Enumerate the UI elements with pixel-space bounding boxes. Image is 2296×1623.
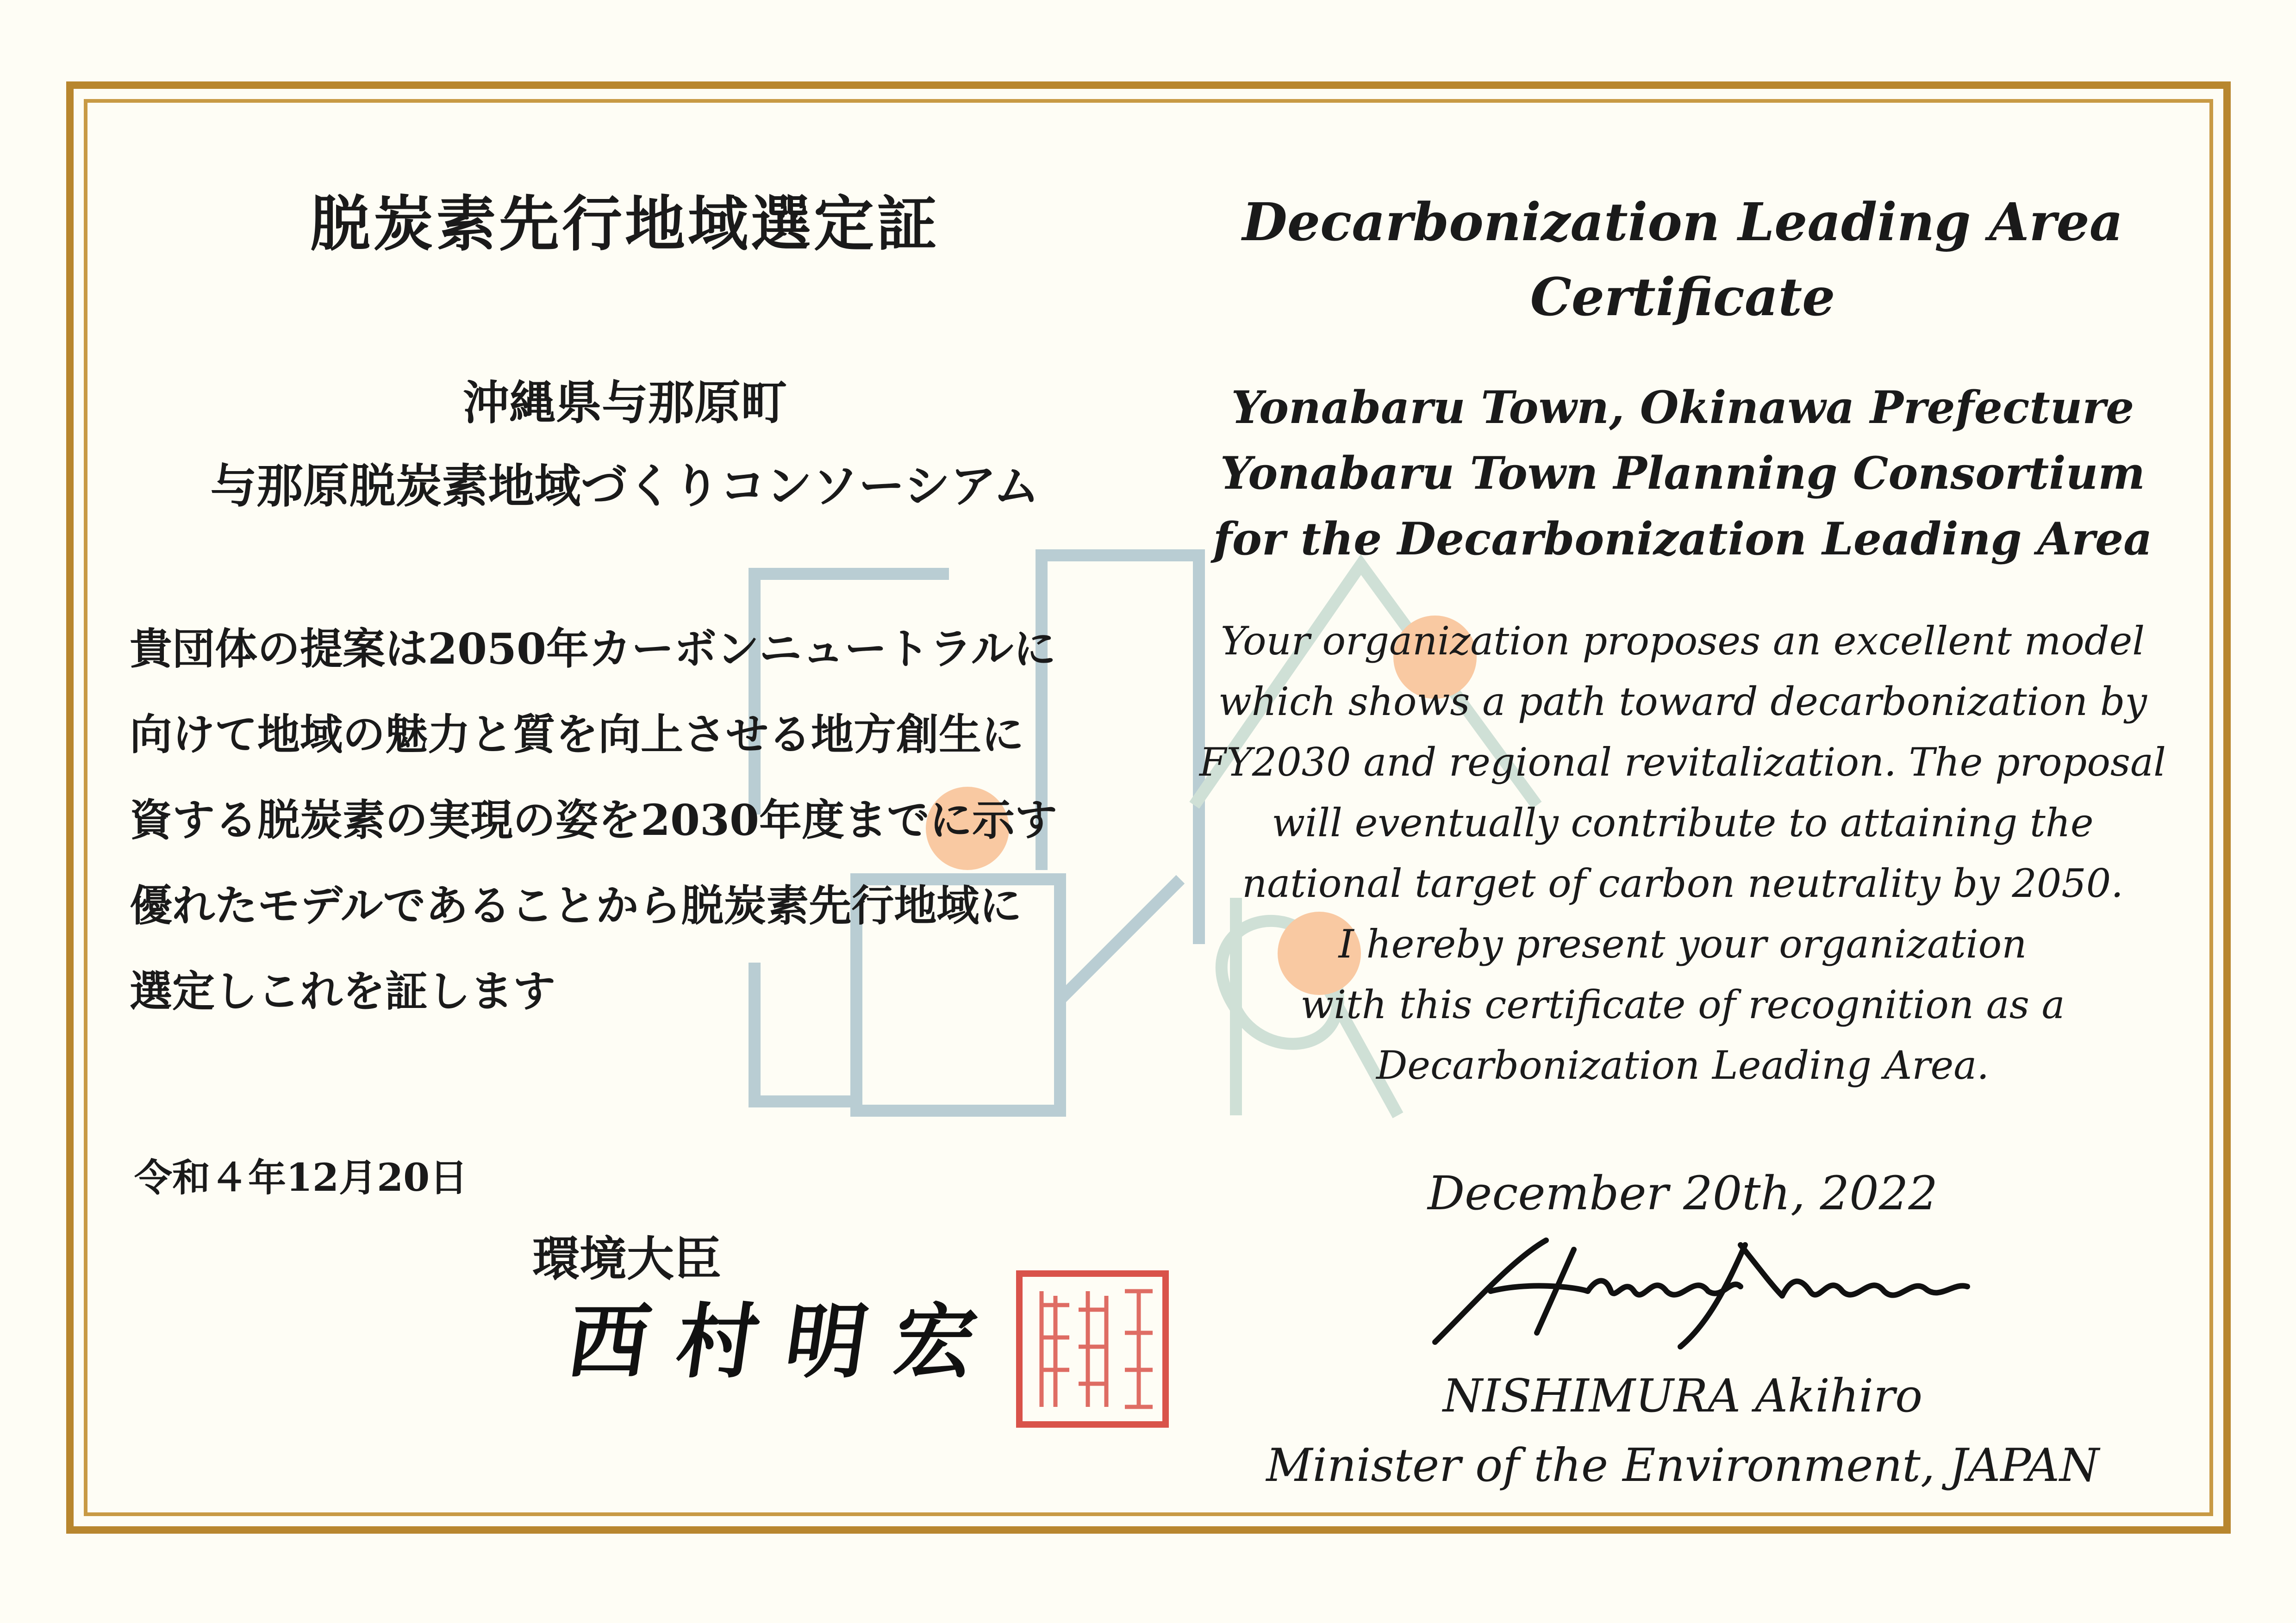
japanese-body-line: 優れたモデルであることから脱炭素先行地域に — [130, 881, 1022, 931]
english-minister-name: NISHIMURA Akihiro — [1442, 1370, 1923, 1423]
japanese-recipient-line: 与那原脱炭素地域づくりコンソーシアム — [210, 459, 1040, 513]
english-body — [1194, 611, 2171, 1096]
english-body-line: will eventually contribute to attaining the — [1272, 800, 2094, 846]
english-date: December 20th, 2022 — [1427, 1166, 1938, 1220]
english-body-line: with this certificate of recognition as a — [1300, 982, 2065, 1027]
japanese-body-line: 資する脱炭素の実現の姿を2030年度までに示す — [130, 795, 1058, 845]
official-seal — [1014, 1268, 1171, 1430]
japanese-date: 令和４年12月20日 — [134, 1156, 468, 1200]
japanese-body — [130, 606, 1125, 1034]
japanese-title: 脱炭素先行地域選定証 — [310, 188, 940, 259]
english-body-line: FY2030 and regional revitalization. The proposal — [1199, 740, 2166, 785]
handwritten-signature — [1421, 1231, 1977, 1351]
japanese-minister-title: 環境大臣 — [532, 1231, 721, 1287]
english-recipient-line: Yonabaru Town Planning Consortium — [1220, 447, 2145, 499]
english-recipient — [1194, 375, 2171, 572]
japanese-recipient-line: 沖縄県与那原町 — [463, 375, 787, 430]
english-recipient-line: Yonabaru Town, Okinawa Prefecture — [1231, 381, 2134, 434]
english-recipient-line: for the Decarbonization Leading Area — [1213, 513, 2152, 565]
japanese-body-line: 貴団体の提案は2050年カーボンニュートラルに — [130, 624, 1056, 674]
english-title — [1194, 185, 2171, 335]
japanese-recipient — [116, 361, 1134, 528]
english-body-line: Decarbonization Leading Area. — [1376, 1043, 1990, 1088]
japanese-body-line: 選定しこれを証します — [130, 966, 556, 1016]
english-title-line: Decarbonization Leading Area — [1242, 192, 2123, 253]
japanese-signature: 西村明宏 — [562, 1294, 1011, 1389]
english-body-line: I hereby present your organization — [1338, 921, 2027, 967]
english-body-line: which shows a path toward decarbonization by — [1218, 679, 2147, 724]
english-minister-position: Minister of the Environment, JAPAN — [1266, 1439, 2099, 1492]
english-body-line: Your organization proposes an excellent model — [1220, 618, 2145, 664]
english-title-line: Certificate — [1530, 267, 1835, 328]
english-body-line: national target of carbon neutrality by 2050. — [1242, 861, 2123, 906]
japanese-body-line: 向けて地域の魅力と質を向上させる地方創生に — [130, 709, 1024, 759]
